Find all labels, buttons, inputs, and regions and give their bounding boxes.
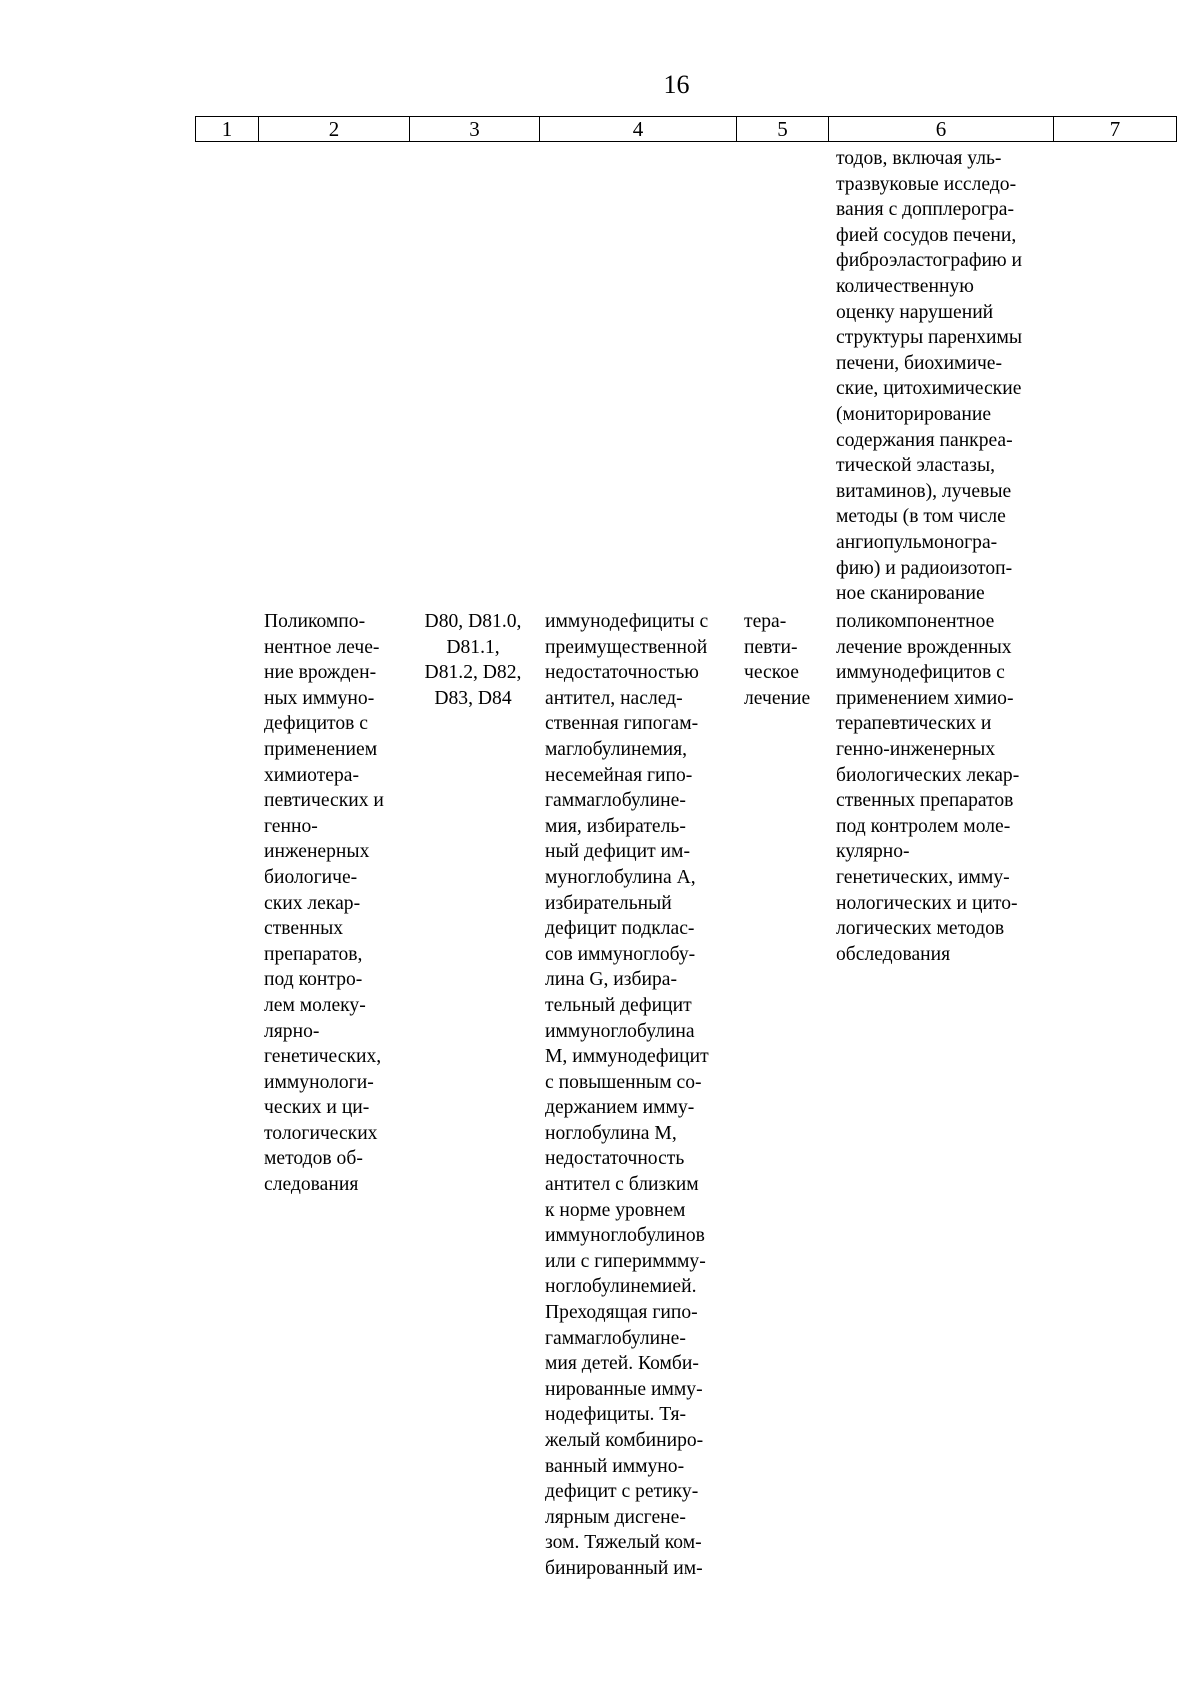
header-row bbox=[196, 117, 1177, 142]
disease-model-text: иммунодефициты с преимущественной недостаточностью антител, наслед- ственная гипогам- маглобулинемия, несемейная гипо- гаммаглобулине- мия, избиратель- ный дефицит им- муноглобулина A, избирательный дефицит подклас- сов иммуноглобу- лина G, избира- тельный дефицит иммуноглобулина M, иммунодефицит с повышенным со- держанием имму- ноглобулина M, недостаточность антител с близким к норме уровнем иммуноглобулинов или с гипериммму- ноглобулинемией. Преходящая гипо- гаммаглобулине- мия детей. Комби- нированные имму- нодефициты. Тя- желый комбиниро- ванный иммуно- дефицит с ретику- лярным дисгене- зом. Тяжелый ком- бинированный им- bbox=[545, 611, 709, 1579]
icd-codes-text: D80, D81.0, D81.1, D81.2, D82, D83, D84 bbox=[424, 611, 522, 709]
column-number-header bbox=[195, 116, 1177, 142]
header-col-7: 7 bbox=[1054, 117, 1177, 142]
header-col-4: 4 bbox=[540, 117, 737, 142]
treatment-kind-text: тера- певти- ческое лечение bbox=[744, 611, 811, 709]
treatment-method-text: поликомпонентное лечение врожденных иммунодефицитов с применением химио- терапевтических и генно-инженерных биологических лекар- ственных препаратов под контролем моле- кулярно- генетических, имму- нологических и цито- логических методов обследования bbox=[836, 611, 1020, 965]
header-col-2: 2 bbox=[259, 117, 410, 142]
header-col-5: 5 bbox=[737, 117, 829, 142]
header-col-1: 1 bbox=[196, 117, 259, 142]
header-col-6: 6 bbox=[829, 117, 1054, 142]
col6-continuation-text: тодов, включая уль- тразвуковые исследо- вания с допплерогра- фией сосудов печени, фиброэластографию и количественную оценку нарушений структуры паренхимы печени, биохимиче- ские, цитохимические (мониторирование содержания панкреа- тической эластазы, витаминов), лучевые методы (в том числе ангиопульмоногра- фию) и радиоизотоп- ное сканирование bbox=[836, 148, 1023, 605]
treatment-type-text: Поликомпо- нентное лече- ние врожден- ных иммуно- дефицитов с применением химиотера- певтических и генно- инженерных биологиче- ских лекар- ственных препаратов, под контро- лем молеку- лярно- генетических, иммунологи- ческих и ци- тологических методов об- следования bbox=[264, 611, 384, 1196]
header-col-3: 3 bbox=[410, 117, 540, 142]
page-number: 16 bbox=[663, 70, 690, 99]
